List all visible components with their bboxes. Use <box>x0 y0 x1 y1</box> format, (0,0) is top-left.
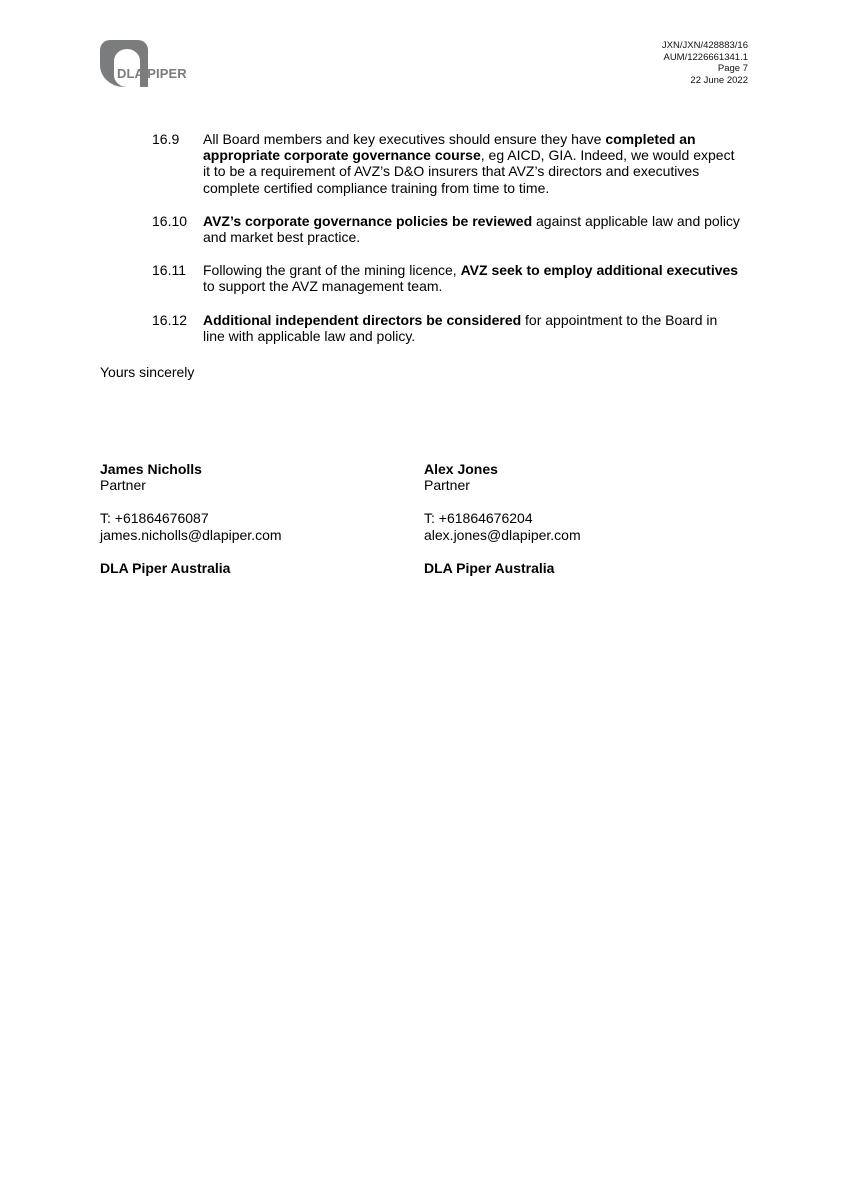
document-date: 22 June 2022 <box>690 74 748 86</box>
signatory-title: Partner <box>424 477 470 494</box>
signatory-phone: T: +61864676087 <box>100 510 209 527</box>
signatory-firm: DLA Piper Australia <box>424 559 555 576</box>
clause-16-12 <box>152 312 742 344</box>
clause-text <box>203 131 742 196</box>
company-logo <box>100 40 200 88</box>
reference-line: JXN/JXN/428883/16 <box>661 40 748 51</box>
clause-text-part: , eg AICD, GIA. Indeed, we would expect it to be a requirement of AVZ’s D&O insurers that AVZ’s directors and executives complete certified compliance training from time to time. <box>203 147 735 196</box>
clause-number: 16.10 <box>152 212 188 229</box>
signatory-block <box>424 461 724 576</box>
clause-number: 16.12 <box>152 311 188 328</box>
signatory-email: james.nicholls@dlapiper.com <box>100 526 282 543</box>
clause-number: 16.11 <box>152 262 186 279</box>
clause-number: 16.9 <box>152 131 180 147</box>
clause-text-emphasis: Additional independent directors be considered <box>203 311 522 328</box>
clause-text-part: All Board members and key executives should ensure they have <box>203 131 606 147</box>
reference-line: AUM/1226661341.1 <box>663 51 748 63</box>
signatory-email: alex.jones@dlapiper.com <box>424 526 581 543</box>
signatory-name: Alex Jones <box>424 461 498 477</box>
signatory-name: James Nicholls <box>100 461 202 477</box>
clause-16-11 <box>152 262 742 294</box>
signatory-block <box>100 461 400 576</box>
signatory-firm: DLA Piper Australia <box>100 559 231 576</box>
clause-text-part: Following the grant of the mining licence, <box>203 262 461 279</box>
clause-text-emphasis: AVZ’s corporate governance policies be reviewed <box>203 212 533 229</box>
clause-text-part: to support the AVZ management team. <box>203 278 443 295</box>
clause-text-part: against applicable law and policy and market best practice. <box>203 212 740 246</box>
recommendation-clauses <box>152 131 742 361</box>
clause-text-emphasis: AVZ seek to employ additional executives <box>460 262 739 279</box>
clause-text-part: for appointment to the Board in line with applicable law and policy. <box>203 311 718 344</box>
page-number: Page 7 <box>717 63 748 74</box>
logo-text: DLA PIPER <box>117 66 187 81</box>
document-reference <box>662 40 748 86</box>
signatory-phone: T: +61864676204 <box>424 510 533 527</box>
clause-text <box>203 312 742 344</box>
signatory-title: Partner <box>100 477 146 494</box>
clause-text <box>203 213 742 245</box>
clause-text-emphasis: completed an appropriate corporate governance course <box>203 131 696 164</box>
clause-16-10 <box>152 213 742 245</box>
clause-16-9 <box>152 131 742 196</box>
clause-text <box>203 262 742 294</box>
letter-closing: Yours sincerely <box>100 364 195 380</box>
